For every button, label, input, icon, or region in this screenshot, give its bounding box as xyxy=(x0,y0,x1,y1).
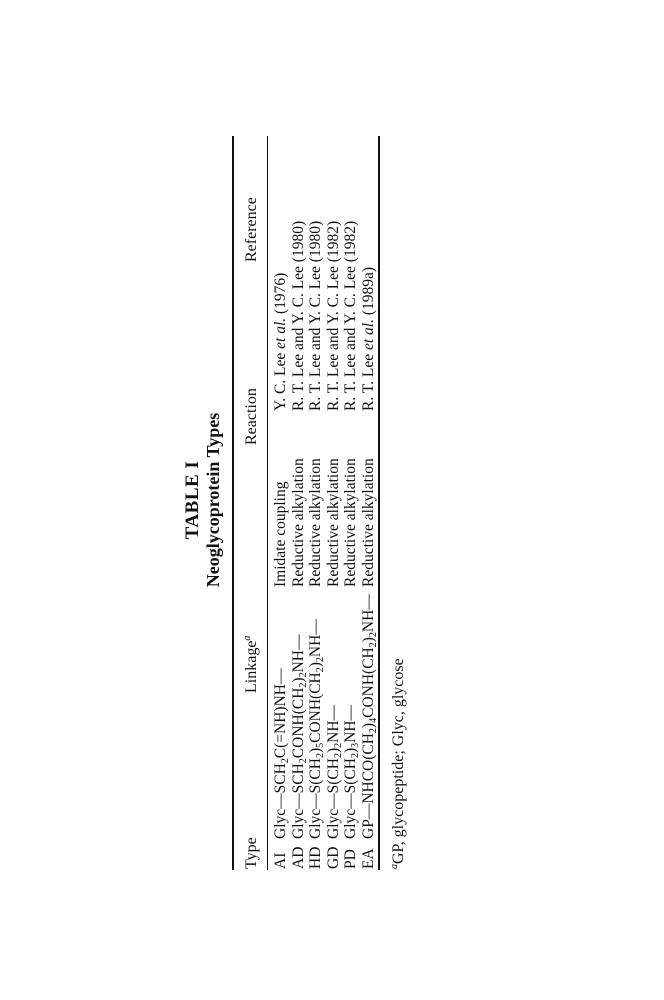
cell-reaction: Reductive alkylation xyxy=(289,458,307,587)
cell-linkage-segment: ) xyxy=(342,747,359,754)
cell-type: AI xyxy=(272,852,289,869)
header-linkage xyxy=(243,636,261,693)
cell-linkage-segment: 5 xyxy=(315,742,326,748)
header-type: Type xyxy=(243,837,260,869)
cell-linkage-segment: 2 xyxy=(297,672,309,678)
cell-linkage-segment: Glyc—S(CH xyxy=(324,758,342,839)
cell-reaction: Imidate coupling xyxy=(272,481,289,587)
table-body xyxy=(272,129,377,869)
cell-linkage-segment: 2 xyxy=(332,742,344,748)
cell-reaction: Reductive alkylation xyxy=(307,458,324,587)
table-row xyxy=(360,129,378,869)
cell-linkage-segment: NH— xyxy=(324,704,342,743)
footnote-mark: a xyxy=(389,864,400,869)
cell-reference xyxy=(290,129,308,411)
table-title: Neoglycoprotein Types xyxy=(203,412,223,588)
cell-reference-segment: R. T. Lee xyxy=(359,350,377,411)
cell-linkage-segment: ) xyxy=(359,637,377,643)
cell-reference-segment: (1976) xyxy=(272,272,289,318)
cell-linkage-segment: 2 xyxy=(280,758,291,764)
cell-linkage-segment: 2 xyxy=(297,682,309,688)
cell-linkage-segment: 2 xyxy=(315,667,326,673)
cell-linkage-segment: 2 xyxy=(315,657,326,663)
cell-linkage xyxy=(290,587,308,839)
table-header-rule xyxy=(267,136,268,870)
cell-linkage-segment: C(=NH)NH— xyxy=(272,668,289,759)
cell-reference xyxy=(342,129,360,411)
cell-reference xyxy=(307,129,325,411)
table-row xyxy=(325,129,343,869)
header-reference: Reference xyxy=(243,197,260,262)
cell-linkage xyxy=(360,587,378,839)
cell-reference-segment: et al. xyxy=(359,319,377,351)
cell-linkage-segment: ) xyxy=(289,677,307,683)
cell-type: HD xyxy=(307,846,324,869)
cell-reference xyxy=(325,129,343,411)
cell-linkage-segment: Glyc—SCH xyxy=(289,763,307,839)
cell-linkage-segment: ) xyxy=(324,747,342,754)
cell-linkage-segment: 2 xyxy=(315,753,326,759)
cell-linkage-segment: 2 xyxy=(350,753,361,759)
header-linkage-footnote-mark: a xyxy=(242,635,253,641)
cell-linkage xyxy=(307,587,325,839)
cell-type: EA xyxy=(359,848,377,869)
cell-linkage-segment: ) xyxy=(307,747,324,754)
cell-linkage-segment: NH— xyxy=(342,704,359,743)
cell-reference xyxy=(272,129,290,411)
cell-linkage-segment: CONH(CH xyxy=(289,687,307,759)
cell-linkage-segment: NH— xyxy=(359,594,377,633)
cell-reference-segment: Y. C. Lee xyxy=(272,348,289,411)
cell-linkage-segment: NH— xyxy=(307,619,324,658)
cell-linkage-segment: 4 xyxy=(367,717,379,723)
table-row xyxy=(290,129,308,869)
cell-linkage xyxy=(272,587,290,839)
table-top-rule xyxy=(232,136,234,870)
cell-linkage xyxy=(342,587,360,839)
cell-linkage-segment: CONH(CH xyxy=(307,672,324,743)
header-reaction: Reaction xyxy=(243,388,260,445)
cell-linkage-segment: CONH(CH xyxy=(359,647,377,718)
cell-reference-segment: R. T. Lee and Y. C. Lee (1982) xyxy=(342,220,359,411)
cell-linkage-segment: ) xyxy=(307,662,324,668)
footnote-text: GP, glycopeptide; Glyc, glycose xyxy=(390,658,407,864)
cell-linkage-segment: 2 xyxy=(367,632,379,638)
table-number: TABLE I xyxy=(182,460,203,540)
table-row xyxy=(307,129,325,869)
cell-type: GD xyxy=(324,846,342,869)
cell-linkage-segment: Glyc—S(CH xyxy=(307,758,324,839)
cell-linkage-segment: 3 xyxy=(350,742,361,748)
cell-linkage-segment: NH— xyxy=(289,634,307,673)
table-row xyxy=(342,129,360,869)
cell-linkage-segment: Glyc—S(CH xyxy=(342,758,359,839)
cell-linkage-segment: ) xyxy=(359,722,377,729)
cell-linkage xyxy=(325,587,343,839)
cell-reaction: Reductive alkylation xyxy=(342,458,359,587)
cell-reference-segment: R. T. Lee and Y. C. Lee (1980) xyxy=(307,220,324,411)
cell-reference-segment: R. T. Lee and Y. C. Lee (1982) xyxy=(324,220,342,411)
table-bottom-rule xyxy=(378,136,380,870)
cell-linkage-segment: 2 xyxy=(332,753,344,759)
cell-reference xyxy=(360,129,378,411)
table-footnote xyxy=(390,658,408,869)
cell-reference-segment: (1989a) xyxy=(359,266,377,320)
cell-linkage-segment: 2 xyxy=(367,728,379,734)
cell-type: AD xyxy=(289,846,307,869)
cell-type: PD xyxy=(342,849,359,869)
cell-reaction: Reductive alkylation xyxy=(359,458,377,587)
cell-linkage-segment: Glyc—SCH xyxy=(272,763,289,839)
table-row xyxy=(272,129,290,869)
cell-linkage-segment: 2 xyxy=(297,758,309,764)
cell-reference-segment: et al. xyxy=(272,317,289,349)
cell-reference-segment: R. T. Lee and Y. C. Lee (1980) xyxy=(289,220,307,411)
header-linkage-label: Linkage xyxy=(243,640,260,693)
cell-linkage-segment: GP—NHCO(CH xyxy=(359,733,377,839)
cell-linkage-segment: 2 xyxy=(367,642,379,648)
cell-reaction: Reductive alkylation xyxy=(324,458,342,587)
